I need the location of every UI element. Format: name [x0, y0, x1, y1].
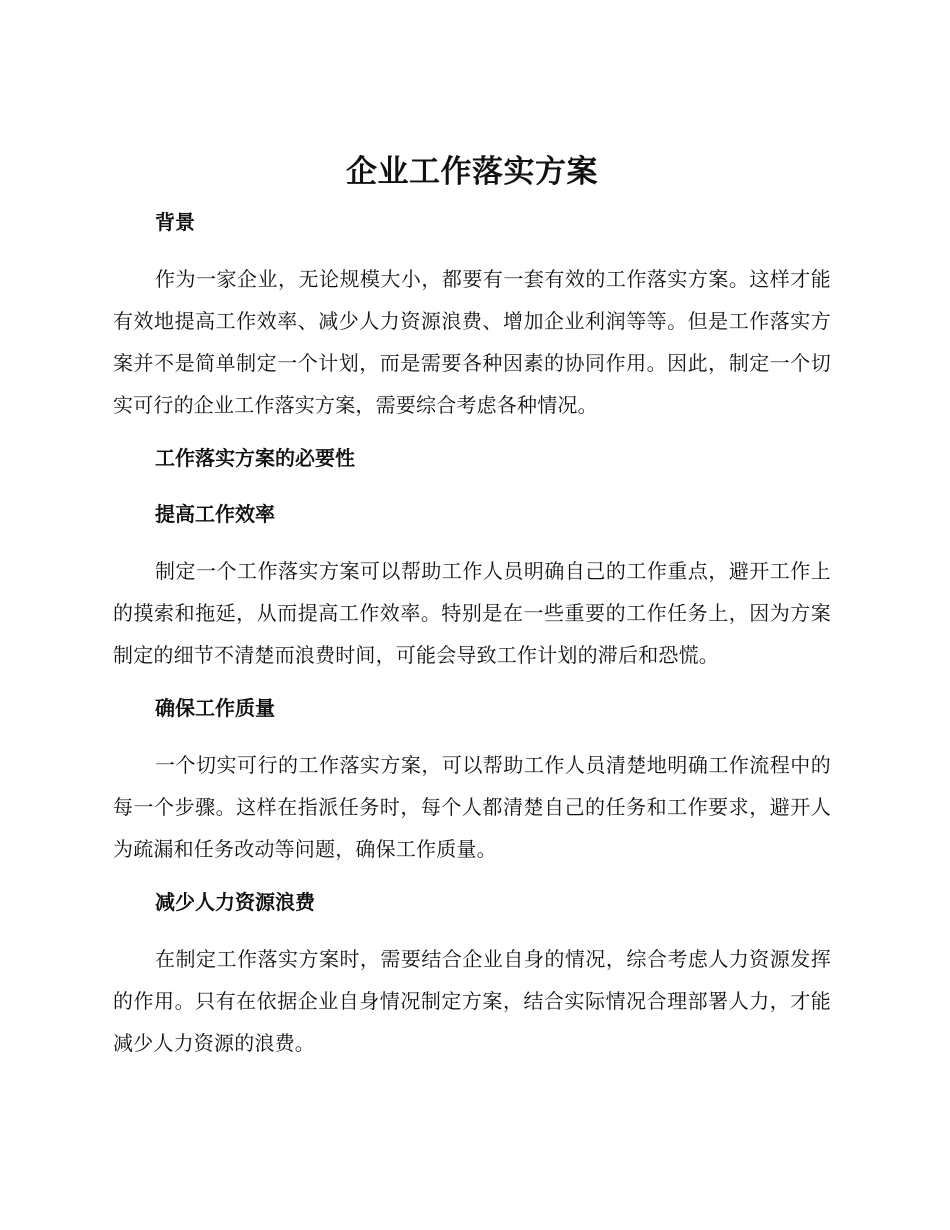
subheading-quality: 确保工作质量	[155, 696, 275, 720]
paragraph-efficiency: 制定一个工作落实方案可以帮助工作人员明确自己的工作重点，避开工作上的摸索和拖延，从而提高工作效率。特别是在一些重要的工作任务上，因为方案制定的细节不清楚而浪费时间，可能会导致工作计划的滞后和恐慌。	[113, 559, 831, 667]
subheading-efficiency: 提高工作效率	[155, 502, 275, 526]
section-heading-background: 背景	[155, 210, 195, 234]
paragraph-hr-waste: 在制定工作落实方案时，需要结合企业自身的情况，综合考虑人力资源发挥的作用。只有在依据企业自身情况制定方案，结合实际情况合理部署人力，才能减少人力资源的浪费。	[113, 947, 831, 1055]
paragraph-quality: 一个切实可行的工作落实方案，可以帮助工作人员清楚地明确工作流程中的每一个步骤。这样在指派任务时，每个人都清楚自己的任务和工作要求，避开人为疏漏和任务改动等问题，确保工作质量。	[113, 753, 831, 861]
section-heading-necessity: 工作落实方案的必要性	[155, 446, 355, 470]
document-content	[113, 150, 831, 1064]
page-title: 企业工作落实方案	[346, 154, 598, 190]
paragraph-background: 作为一家企业，无论规模大小，都要有一套有效的工作落实方案。这样才能有效地提高工作效率、减少人力资源浪费、增加企业利润等等。但是工作落实方案并不是简单制定一个计划，而是需要各种因素的协同作用。因此，制定一个切实可行的企业工作落实方案，需要综合考虑各种情况。	[113, 267, 831, 417]
subheading-hr-waste: 减少人力资源浪费	[155, 890, 315, 914]
